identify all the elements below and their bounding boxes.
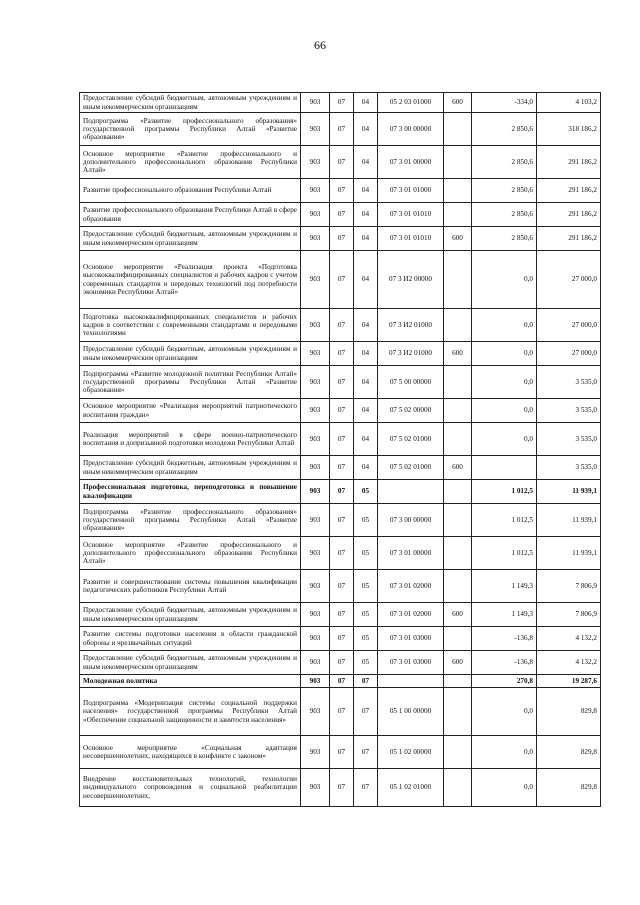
row-section-code: 07 bbox=[330, 342, 354, 366]
row-total-amount: 4 132,2 bbox=[537, 627, 601, 651]
row-expense-type bbox=[444, 366, 472, 399]
row-name: Предоставление субсидий бюджетным, автономным учреждениям и иным некоммерческим организациям bbox=[80, 93, 301, 113]
table-row bbox=[80, 423, 601, 456]
table-row bbox=[80, 342, 601, 366]
row-section-code: 07 bbox=[330, 570, 354, 603]
row-section-code: 07 bbox=[330, 504, 354, 537]
row-name: Подготовка высококвалифицированных специалистов и рабочих кадров в соответствии с современными стандартами и передовыми технологиями bbox=[80, 309, 301, 342]
row-section-code: 07 bbox=[330, 456, 354, 480]
row-target-article: 07 5 02 00000 bbox=[378, 399, 444, 423]
row-total-amount: 4 132,2 bbox=[537, 651, 601, 675]
row-expense-type: 600 bbox=[444, 456, 472, 480]
row-subsection-code: 07 bbox=[354, 736, 378, 769]
row-ministry-code: 903 bbox=[301, 146, 330, 179]
row-expense-type bbox=[444, 537, 472, 570]
row-ministry-code: 903 bbox=[301, 179, 330, 203]
row-change-amount: 0,0 bbox=[472, 399, 537, 423]
budget-table bbox=[79, 92, 601, 807]
row-name: Подпрограмма «Развитие молодежной политики Республики Алтай» государственной программы Республики Алтай «Развитие образования» bbox=[80, 366, 301, 399]
row-target-article: 07 3 01 00000 bbox=[378, 146, 444, 179]
table-row bbox=[80, 603, 601, 627]
row-name: Профессиональная подготовка, переподготовка и повышение квалификации bbox=[80, 480, 301, 504]
row-total-amount: 7 806,9 bbox=[537, 603, 601, 627]
row-total-amount: 27 000,0 bbox=[537, 309, 601, 342]
row-name: Основное мероприятие «Развитие профессионального и дополнительного профессионального образования Республики Алтай» bbox=[80, 537, 301, 570]
row-ministry-code: 903 bbox=[301, 309, 330, 342]
table-row bbox=[80, 537, 601, 570]
row-expense-type bbox=[444, 251, 472, 309]
page-number: 66 bbox=[314, 38, 326, 52]
row-subsection-code: 04 bbox=[354, 227, 378, 251]
row-total-amount: 3 535,0 bbox=[537, 423, 601, 456]
table-row bbox=[80, 627, 601, 651]
row-subsection-code: 04 bbox=[354, 251, 378, 309]
row-change-amount: 1 149,3 bbox=[472, 570, 537, 603]
row-total-amount: 11 939,1 bbox=[537, 537, 601, 570]
row-target-article bbox=[378, 675, 444, 688]
table-row bbox=[80, 456, 601, 480]
row-section-code: 07 bbox=[330, 603, 354, 627]
row-ministry-code: 903 bbox=[301, 342, 330, 366]
row-subsection-code: 07 bbox=[354, 769, 378, 807]
row-ministry-code: 903 bbox=[301, 603, 330, 627]
row-section-code: 07 bbox=[330, 113, 354, 146]
row-change-amount: 0,0 bbox=[472, 309, 537, 342]
row-subsection-code: 05 bbox=[354, 504, 378, 537]
row-change-amount: 1 012,5 bbox=[472, 504, 537, 537]
row-expense-type: 600 bbox=[444, 227, 472, 251]
table-row bbox=[80, 93, 601, 113]
row-name: Развитие профессионального образования Республики Алтай в сфере образования bbox=[80, 203, 301, 227]
row-expense-type bbox=[444, 203, 472, 227]
row-name: Развитие профессионального образования Республики Алтай bbox=[80, 179, 301, 203]
table-row bbox=[80, 251, 601, 309]
row-target-article: 07 5 00 00000 bbox=[378, 366, 444, 399]
row-change-amount: 1 149,3 bbox=[472, 603, 537, 627]
row-expense-type bbox=[444, 309, 472, 342]
row-name: Основное мероприятие «Социальная адаптация несовершеннолетних, находящихся в конфликте с законом» bbox=[80, 736, 301, 769]
row-total-amount: 27 000,0 bbox=[537, 251, 601, 309]
row-ministry-code: 903 bbox=[301, 480, 330, 504]
row-ministry-code: 903 bbox=[301, 537, 330, 570]
row-name: Развитие и совершенствование системы повышения квалификации педагогических работников Республики Алтай bbox=[80, 570, 301, 603]
row-section-code: 07 bbox=[330, 251, 354, 309]
row-section-code: 07 bbox=[330, 736, 354, 769]
row-expense-type bbox=[444, 688, 472, 736]
row-subsection-code: 05 bbox=[354, 480, 378, 504]
row-expense-type bbox=[444, 480, 472, 504]
row-subsection-code: 05 bbox=[354, 570, 378, 603]
row-change-amount: 2 850,6 bbox=[472, 227, 537, 251]
row-target-article: 07 3 00 00000 bbox=[378, 504, 444, 537]
row-section-code: 07 bbox=[330, 93, 354, 113]
row-change-amount: 0,0 bbox=[472, 736, 537, 769]
row-change-amount bbox=[472, 456, 537, 480]
row-change-amount: 270,8 bbox=[472, 675, 537, 688]
row-section-code: 07 bbox=[330, 537, 354, 570]
row-section-code: 07 bbox=[330, 480, 354, 504]
table-row bbox=[80, 504, 601, 537]
row-change-amount: 0,0 bbox=[472, 688, 537, 736]
row-section-code: 07 bbox=[330, 675, 354, 688]
row-ministry-code: 903 bbox=[301, 736, 330, 769]
row-expense-type bbox=[444, 570, 472, 603]
row-expense-type bbox=[444, 736, 472, 769]
table-row bbox=[80, 570, 601, 603]
row-expense-type bbox=[444, 627, 472, 651]
table-row bbox=[80, 146, 601, 179]
row-change-amount: 0,0 bbox=[472, 769, 537, 807]
row-change-amount: 2 850,6 bbox=[472, 203, 537, 227]
row-change-amount: 0,0 bbox=[472, 423, 537, 456]
row-subsection-code: 04 bbox=[354, 342, 378, 366]
row-target-article: 05 1 02 01000 bbox=[378, 769, 444, 807]
row-total-amount: 829,8 bbox=[537, 688, 601, 736]
row-ministry-code: 903 bbox=[301, 769, 330, 807]
row-section-code: 07 bbox=[330, 146, 354, 179]
row-target-article: 05 1 00 00000 bbox=[378, 688, 444, 736]
row-name: Развитие системы подготовки населения в области гражданской обороны и чрезвычайных ситуаций bbox=[80, 627, 301, 651]
row-ministry-code: 903 bbox=[301, 251, 330, 309]
row-target-article: 07 5 02 01000 bbox=[378, 423, 444, 456]
row-name: Подпрограмма «Развитие профессионального образования» государственной программы Республики Алтай «Развитие образования» bbox=[80, 113, 301, 146]
row-expense-type bbox=[444, 675, 472, 688]
row-expense-type: 600 bbox=[444, 342, 472, 366]
row-target-article: 07 3 И2 01000 bbox=[378, 342, 444, 366]
row-name: Предоставление субсидий бюджетным, автономным учреждениям и иным некоммерческим организациям bbox=[80, 227, 301, 251]
row-subsection-code: 04 bbox=[354, 456, 378, 480]
row-name: Молодежная политика bbox=[80, 675, 301, 688]
row-name: Предоставление субсидий бюджетным, автономным учреждениям и иным некоммерческим организациям bbox=[80, 651, 301, 675]
row-total-amount: 19 287,6 bbox=[537, 675, 601, 688]
table-row bbox=[80, 675, 601, 688]
row-ministry-code: 903 bbox=[301, 456, 330, 480]
row-subsection-code: 04 bbox=[354, 146, 378, 179]
row-subsection-code: 04 bbox=[354, 203, 378, 227]
row-name: Реализация мероприятий в сфере военно-патриотического воспитания и допризывной подготовки молодежи Республики Алтай bbox=[80, 423, 301, 456]
row-name: Предоставление субсидий бюджетным, автономным учреждениям и иным некоммерческим организациям bbox=[80, 456, 301, 480]
row-change-amount: 2 850,6 bbox=[472, 113, 537, 146]
row-subsection-code: 04 bbox=[354, 366, 378, 399]
table-row bbox=[80, 113, 601, 146]
row-subsection-code: 04 bbox=[354, 113, 378, 146]
row-section-code: 07 bbox=[330, 366, 354, 399]
row-target-article bbox=[378, 480, 444, 504]
table-row bbox=[80, 366, 601, 399]
row-ministry-code: 903 bbox=[301, 93, 330, 113]
row-expense-type: 600 bbox=[444, 651, 472, 675]
row-ministry-code: 903 bbox=[301, 504, 330, 537]
row-total-amount: 3 535,0 bbox=[537, 366, 601, 399]
row-ministry-code: 903 bbox=[301, 203, 330, 227]
row-total-amount: 27 000,0 bbox=[537, 342, 601, 366]
row-expense-type bbox=[444, 423, 472, 456]
row-total-amount: 291 186,2 bbox=[537, 146, 601, 179]
table-row bbox=[80, 309, 601, 342]
row-change-amount: 2 850,6 bbox=[472, 146, 537, 179]
row-ministry-code: 903 bbox=[301, 675, 330, 688]
row-expense-type bbox=[444, 399, 472, 423]
table-row bbox=[80, 480, 601, 504]
row-expense-type bbox=[444, 179, 472, 203]
row-section-code: 07 bbox=[330, 651, 354, 675]
row-ministry-code: 903 bbox=[301, 627, 330, 651]
table-row bbox=[80, 227, 601, 251]
table-row bbox=[80, 651, 601, 675]
row-total-amount: 7 806,9 bbox=[537, 570, 601, 603]
row-ministry-code: 903 bbox=[301, 423, 330, 456]
row-section-code: 07 bbox=[330, 769, 354, 807]
row-subsection-code: 04 bbox=[354, 179, 378, 203]
row-ministry-code: 903 bbox=[301, 651, 330, 675]
table-row bbox=[80, 769, 601, 807]
row-name: Подпрограмма «Модернизация системы социальной поддержки населения» государственной программы Республики Алтай «Обеспечение социальной защищенности и занятости населения» bbox=[80, 688, 301, 736]
row-target-article: 07 3 01 01010 bbox=[378, 227, 444, 251]
row-name: Основное мероприятие «Реализация проекта «Подготовка высококвалифицированных специалистов и рабочих кадров с учетом современных стандартов и передовых технологий под потребности экономики Республики Алтай» bbox=[80, 251, 301, 309]
row-name: Внедрение восстановительных технологий, технологии индивидуального сопровождения и социальной реабилитации несовершеннолетних, bbox=[80, 769, 301, 807]
row-target-article: 07 5 02 01000 bbox=[378, 456, 444, 480]
row-section-code: 07 bbox=[330, 227, 354, 251]
table-row bbox=[80, 688, 601, 736]
row-change-amount: 0,0 bbox=[472, 342, 537, 366]
row-change-amount: 0,0 bbox=[472, 366, 537, 399]
row-target-article: 07 3 01 03000 bbox=[378, 627, 444, 651]
row-expense-type: 600 bbox=[444, 93, 472, 113]
row-section-code: 07 bbox=[330, 399, 354, 423]
row-ministry-code: 903 bbox=[301, 688, 330, 736]
row-section-code: 07 bbox=[330, 688, 354, 736]
row-total-amount: 3 535,0 bbox=[537, 399, 601, 423]
row-target-article: 07 3 01 03000 bbox=[378, 651, 444, 675]
row-change-amount: 0,0 bbox=[472, 251, 537, 309]
row-subsection-code: 04 bbox=[354, 93, 378, 113]
row-target-article: 07 3 01 02000 bbox=[378, 603, 444, 627]
row-total-amount: 318 186,2 bbox=[537, 113, 601, 146]
row-total-amount: 291 186,2 bbox=[537, 203, 601, 227]
table-row bbox=[80, 203, 601, 227]
row-subsection-code: 04 bbox=[354, 423, 378, 456]
row-target-article: 07 3 И2 01000 bbox=[378, 309, 444, 342]
row-subsection-code: 05 bbox=[354, 537, 378, 570]
row-expense-type bbox=[444, 504, 472, 537]
row-change-amount: 1 012,5 bbox=[472, 480, 537, 504]
row-expense-type: 600 bbox=[444, 603, 472, 627]
row-total-amount: 829,8 bbox=[537, 736, 601, 769]
row-target-article: 07 3 01 01000 bbox=[378, 179, 444, 203]
row-total-amount: 829,8 bbox=[537, 769, 601, 807]
row-section-code: 07 bbox=[330, 423, 354, 456]
row-target-article: 05 2 03 01000 bbox=[378, 93, 444, 113]
row-subsection-code: 05 bbox=[354, 627, 378, 651]
row-section-code: 07 bbox=[330, 627, 354, 651]
row-name: Основное мероприятие «Развитие профессионального и дополнительного профессионального образования Республики Алтай» bbox=[80, 146, 301, 179]
row-ministry-code: 903 bbox=[301, 399, 330, 423]
row-ministry-code: 903 bbox=[301, 113, 330, 146]
row-target-article: 05 1 02 00000 bbox=[378, 736, 444, 769]
row-change-amount: -334,0 bbox=[472, 93, 537, 113]
row-target-article: 07 3 01 01010 bbox=[378, 203, 444, 227]
row-target-article: 07 3 01 00000 bbox=[378, 537, 444, 570]
row-change-amount: -136,8 bbox=[472, 651, 537, 675]
row-subsection-code: 04 bbox=[354, 309, 378, 342]
table-row bbox=[80, 179, 601, 203]
row-total-amount: 291 186,2 bbox=[537, 227, 601, 251]
row-ministry-code: 903 bbox=[301, 366, 330, 399]
row-subsection-code: 07 bbox=[354, 675, 378, 688]
row-target-article: 07 3 И2 00000 bbox=[378, 251, 444, 309]
row-subsection-code: 04 bbox=[354, 399, 378, 423]
row-subsection-code: 07 bbox=[354, 688, 378, 736]
row-ministry-code: 903 bbox=[301, 227, 330, 251]
row-section-code: 07 bbox=[330, 203, 354, 227]
row-change-amount: 1 012,5 bbox=[472, 537, 537, 570]
row-ministry-code: 903 bbox=[301, 570, 330, 603]
row-expense-type bbox=[444, 146, 472, 179]
row-name: Предоставление субсидий бюджетным, автономным учреждениям и иным некоммерческим организациям bbox=[80, 603, 301, 627]
row-expense-type bbox=[444, 769, 472, 807]
row-total-amount: 11 939,1 bbox=[537, 504, 601, 537]
row-total-amount: 11 939,1 bbox=[537, 480, 601, 504]
row-section-code: 07 bbox=[330, 309, 354, 342]
row-name: Предоставление субсидий бюджетным, автономным учреждениям и иным некоммерческим организациям bbox=[80, 342, 301, 366]
row-total-amount: 291 186,2 bbox=[537, 179, 601, 203]
table-row bbox=[80, 736, 601, 769]
row-total-amount: 4 103,2 bbox=[537, 93, 601, 113]
row-target-article: 07 3 01 02000 bbox=[378, 570, 444, 603]
row-name: Подпрограмма «Развитие профессионального образования» государственной программы Республики Алтай «Развитие образования» bbox=[80, 504, 301, 537]
row-expense-type bbox=[444, 113, 472, 146]
table-row bbox=[80, 399, 601, 423]
row-change-amount: -136,8 bbox=[472, 627, 537, 651]
row-total-amount: 3 535,0 bbox=[537, 456, 601, 480]
row-subsection-code: 05 bbox=[354, 651, 378, 675]
row-section-code: 07 bbox=[330, 179, 354, 203]
row-name: Основное мероприятие «Реализация мероприятий патриотического воспитания граждан» bbox=[80, 399, 301, 423]
row-change-amount: 2 850,6 bbox=[472, 179, 537, 203]
row-target-article: 07 3 00 00000 bbox=[378, 113, 444, 146]
row-subsection-code: 05 bbox=[354, 603, 378, 627]
